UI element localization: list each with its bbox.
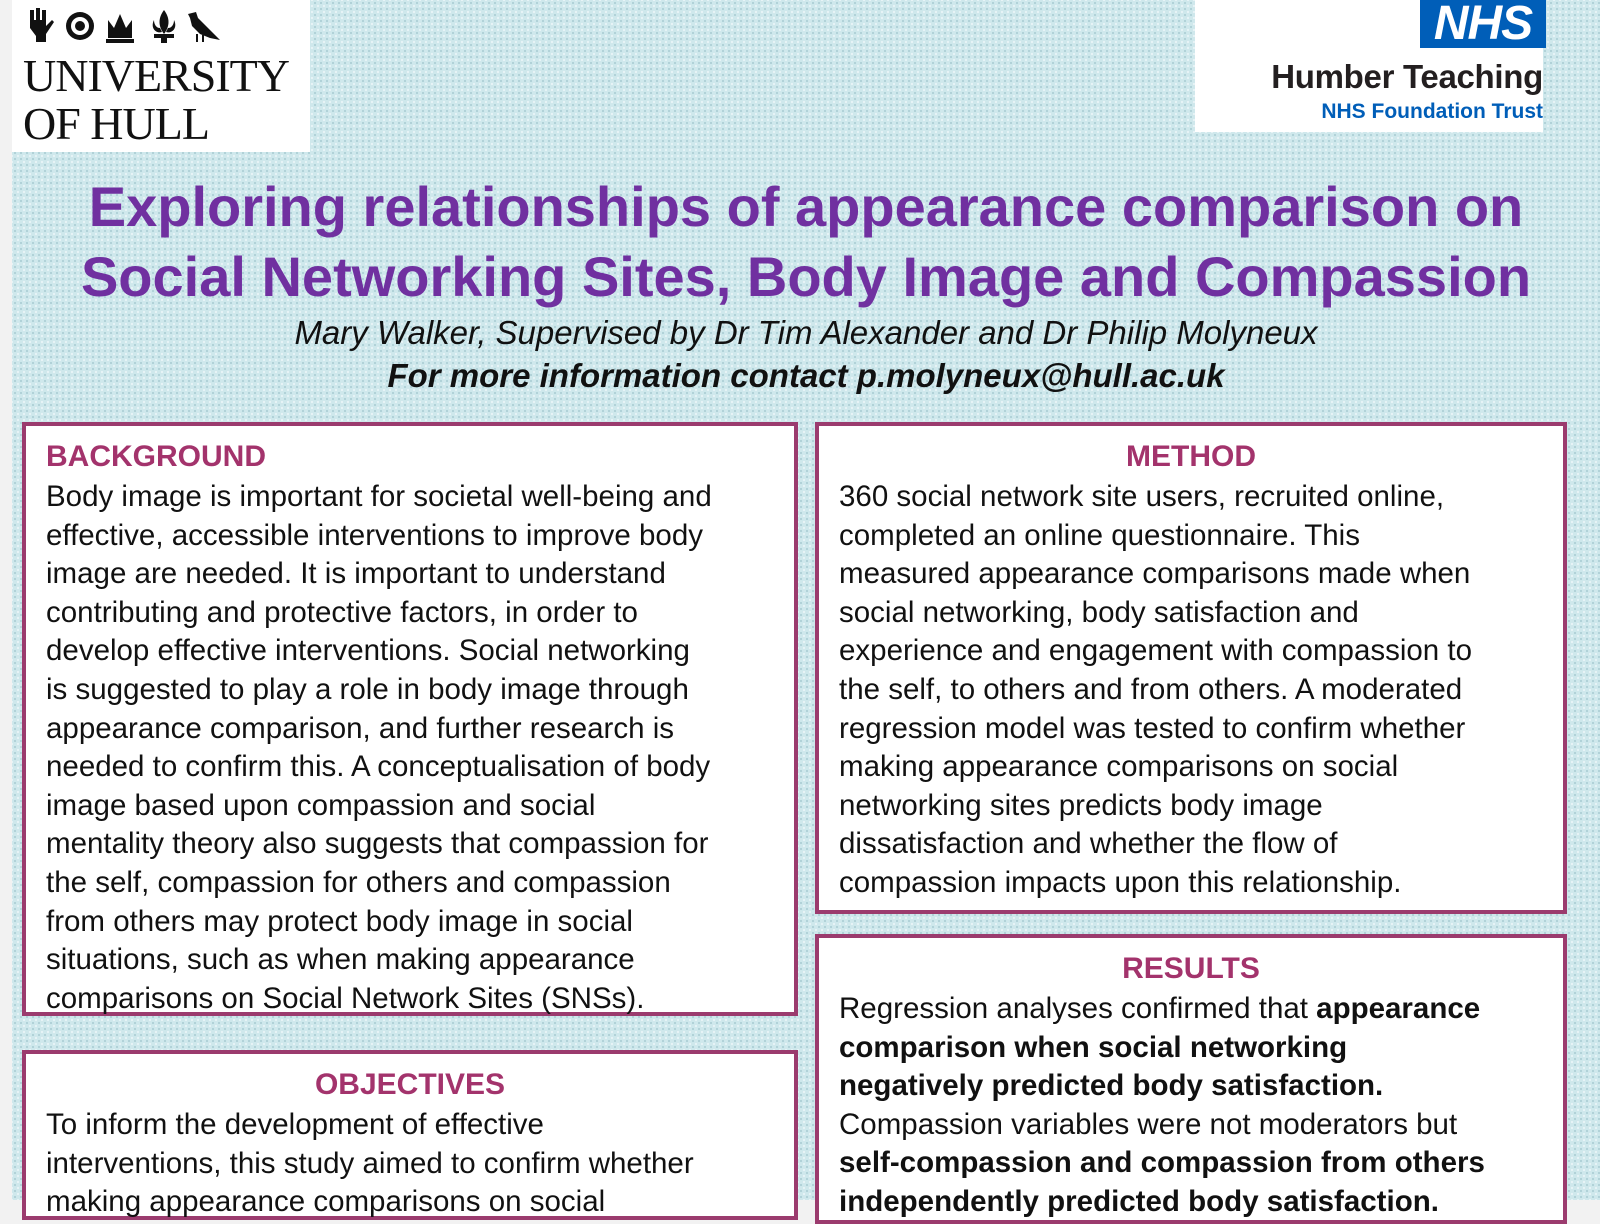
text-segment: Regression analyses confirmed that: [839, 992, 1317, 1025]
nhs-badge: NHS: [1420, 0, 1546, 48]
text-line: measured appearance comparisons made when: [839, 557, 1471, 591]
text-line: the self, compassion for others and compassion: [46, 865, 671, 899]
text-line: making appearance comparisons on social: [839, 750, 1399, 784]
text-line: To inform the development of effective: [46, 1108, 544, 1141]
trust-subtitle: NHS Foundation Trust: [1321, 100, 1543, 123]
text-line: 360 social network site users, recruited online,: [839, 480, 1445, 513]
background-text: [46, 478, 774, 1018]
text-line: appearance comparison, and further research is: [46, 711, 675, 745]
text-line: regression model was tested to confirm whether: [839, 711, 1466, 745]
results-panel: [815, 934, 1567, 1224]
text-line: completed an online questionnaire. This: [839, 518, 1360, 552]
results-text: [839, 990, 1543, 1222]
text-segment-bold: appearance: [1316, 992, 1481, 1025]
text-line: from others may protect body image in social: [46, 904, 633, 938]
results-heading: RESULTS: [1122, 952, 1260, 985]
text-line: interventions, this study aimed to confirm whether: [46, 1146, 694, 1180]
trust-name: Humber Teaching: [1271, 58, 1543, 95]
text-line: develop effective interventions. Social networking: [46, 634, 690, 668]
poster-title-line1: Exploring relationships of appearance comparison on: [88, 175, 1524, 238]
background-heading: BACKGROUND: [46, 440, 266, 473]
poster-title: [52, 172, 1560, 312]
text-line: image based upon compassion and social: [46, 788, 596, 822]
text-line: Body image is important for societal well-being and: [46, 480, 712, 513]
text-segment-bold: negatively predicted body satisfaction.: [839, 1069, 1384, 1103]
text-segment-bold: self-compassion and compassion from others: [839, 1146, 1485, 1180]
text-line: making appearance comparisons on social: [46, 1185, 606, 1219]
crest-icons: [24, 6, 224, 46]
text-line: effective, accessible interventions to improve body: [46, 518, 703, 552]
objectives-panel: [22, 1050, 798, 1220]
university-of-hull-logo: [12, 0, 310, 152]
university-name-line1: UNIVERSITY: [23, 50, 289, 101]
method-heading: METHOD: [1126, 440, 1256, 473]
text-line: image are needed. It is important to understand: [46, 557, 666, 591]
objectives-heading: OBJECTIVES: [314, 1068, 506, 1101]
poster-title-line2: Social Networking Sites, Body Image and Compassion: [80, 245, 1532, 308]
text-segment-bold: independently predicted body satisfaction.: [839, 1184, 1439, 1218]
text-line: experience and engagement with compassion to: [839, 634, 1473, 668]
text-line: is suggested to play a role in body image through: [46, 672, 689, 706]
poster: [12, 0, 1600, 1219]
text-line: mentality theory also suggests that compassion for: [46, 827, 709, 861]
text-line: comparisons on Social Network Sites (SNSs).: [46, 981, 645, 1015]
text-line: contributing and protective factors, in order to: [46, 595, 638, 629]
nhs-humber-logo: [1195, 0, 1543, 132]
text-line: situations, such as when making appearance: [46, 943, 635, 977]
text-segment-bold: comparison when social networking: [839, 1030, 1348, 1064]
text-line: compassion impacts upon this relationship.: [839, 865, 1402, 899]
authors: Mary Walker, Supervised by Dr Tim Alexander and Dr Philip Molyneux: [294, 314, 1318, 351]
text-line: networking sites predicts body image: [839, 788, 1323, 822]
contact-line: For more information contact p.molyneux@hull.ac.uk: [387, 357, 1225, 394]
university-name: [23, 52, 289, 148]
text-line: social networking, body satisfaction and: [839, 595, 1359, 629]
text-segment: Compassion variables were not moderators but: [839, 1107, 1458, 1141]
university-name-line2: OF HULL: [23, 98, 209, 149]
text-line: dissatisfaction and whether the flow of: [839, 827, 1338, 861]
text-line: the self, to others and from others. A moderated: [839, 672, 1463, 706]
background-panel: [22, 422, 798, 1016]
method-text: [839, 478, 1543, 903]
text-line: needed to confirm this. A conceptualisation of body: [46, 750, 711, 784]
method-panel: [815, 422, 1567, 914]
objectives-text: [46, 1106, 774, 1222]
